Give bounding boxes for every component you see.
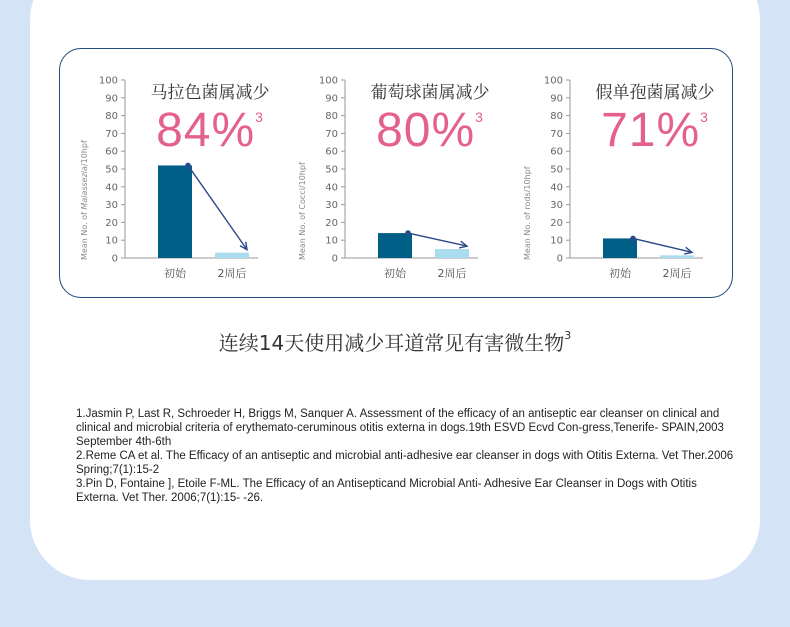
reference-item: 1.Jasmin P, Last R, Schroeder H, Briggs M, Sanquer A. Assessment of the efficacy of an antiseptic ear cleanser on clinical and clinical and microbial criteria of erythemato-ceruminous otitis externa in dogs.19th ESVD Ecvd Con-gress,Tenerife- SPAIN,2003 September 4th-6th — [76, 408, 724, 448]
y-axis-label: Mean No. of Malassezia/10hpf — [80, 140, 89, 260]
reduction-percent: 80%$^3$ — [376, 104, 484, 157]
y-tick-label: 70 — [325, 128, 338, 140]
y-tick-label: 30 — [325, 200, 338, 212]
y-tick-label: 60 — [325, 146, 338, 158]
bar-1 — [215, 253, 249, 258]
y-tick-label: 100 — [98, 75, 118, 87]
bar-0 — [603, 238, 637, 258]
y-tick-label: 50 — [105, 164, 118, 176]
chart-title: 马拉色菌属减少 — [150, 83, 270, 103]
y-tick-label: 0 — [556, 253, 563, 265]
reduction-percent: 84%$^3$ — [156, 104, 264, 157]
y-axis-label: Mean No. of rods/10hpf — [523, 166, 532, 260]
y-tick-label: 20 — [325, 217, 338, 229]
y-tick-label: 30 — [105, 200, 118, 212]
references — [76, 407, 736, 505]
chart-rods — [520, 70, 730, 290]
bar-0 — [378, 233, 412, 258]
y-tick-label: 80 — [550, 111, 563, 123]
y-tick-label: 50 — [550, 164, 563, 176]
chart-title: 假单孢菌属减少 — [595, 83, 715, 103]
trend-arrow-line — [633, 238, 692, 252]
y-tick-label: 10 — [550, 235, 563, 247]
y-tick-label: 40 — [105, 182, 118, 194]
chart-title: 葡萄球菌属减少 — [370, 83, 490, 103]
y-tick-label: 80 — [325, 111, 338, 123]
y-tick-label: 40 — [550, 182, 563, 194]
x-tick-label: 2周后 — [662, 267, 692, 280]
y-tick-label: 60 — [105, 146, 118, 158]
y-tick-label: 70 — [105, 128, 118, 140]
trend-arrow-line — [408, 233, 467, 246]
bar-1 — [660, 255, 694, 258]
chart-cocci — [295, 70, 505, 290]
y-tick-label: 0 — [111, 253, 118, 265]
y-tick-label: 10 — [105, 235, 118, 247]
summary-text: 连续14天使用减少耳道常见有害微生物$^3$ — [218, 329, 572, 355]
y-tick-label: 30 — [550, 200, 563, 212]
trend-arrow-line — [188, 165, 247, 249]
chart-malassezia — [75, 70, 285, 290]
x-tick-label: 初始 — [384, 267, 406, 280]
y-tick-label: 90 — [550, 93, 563, 105]
y-tick-label: 10 — [325, 235, 338, 247]
y-tick-label: 20 — [105, 217, 118, 229]
y-axis-label: Mean No. of Cocci/10hpf — [298, 162, 307, 260]
y-tick-label: 50 — [325, 164, 338, 176]
x-tick-label: 2周后 — [217, 267, 247, 280]
bar-0 — [158, 165, 192, 258]
y-tick-label: 100 — [543, 75, 563, 87]
reduction-percent: 71%$^3$ — [601, 104, 709, 157]
bar-1 — [435, 249, 469, 258]
y-tick-label: 20 — [550, 217, 563, 229]
y-tick-label: 0 — [331, 253, 338, 265]
reference-item: 2.Reme CA et al. The Efficacy of an antiseptic and microbial anti-adhesive ear cleanser in dogs with Otitis Externa. Vet Ther.2006 Spring;7(1):15-2 — [76, 450, 734, 476]
y-tick-label: 90 — [325, 93, 338, 105]
x-tick-label: 初始 — [164, 267, 186, 280]
y-tick-label: 100 — [318, 75, 338, 87]
y-tick-label: 80 — [105, 111, 118, 123]
y-tick-label: 60 — [550, 146, 563, 158]
x-tick-label: 初始 — [609, 267, 631, 280]
y-tick-label: 40 — [325, 182, 338, 194]
reference-item: 3.Pin D, Fontaine ], Etoile F-ML. The Efficacy of an Antisepticand Microbial Anti- Adhesive Ear Cleanser in Dogs with Otitis Externa. Vet Ther. 2006;7(1):15- -26. — [76, 478, 697, 504]
x-tick-label: 2周后 — [437, 267, 467, 280]
y-tick-label: 90 — [105, 93, 118, 105]
y-tick-label: 70 — [550, 128, 563, 140]
